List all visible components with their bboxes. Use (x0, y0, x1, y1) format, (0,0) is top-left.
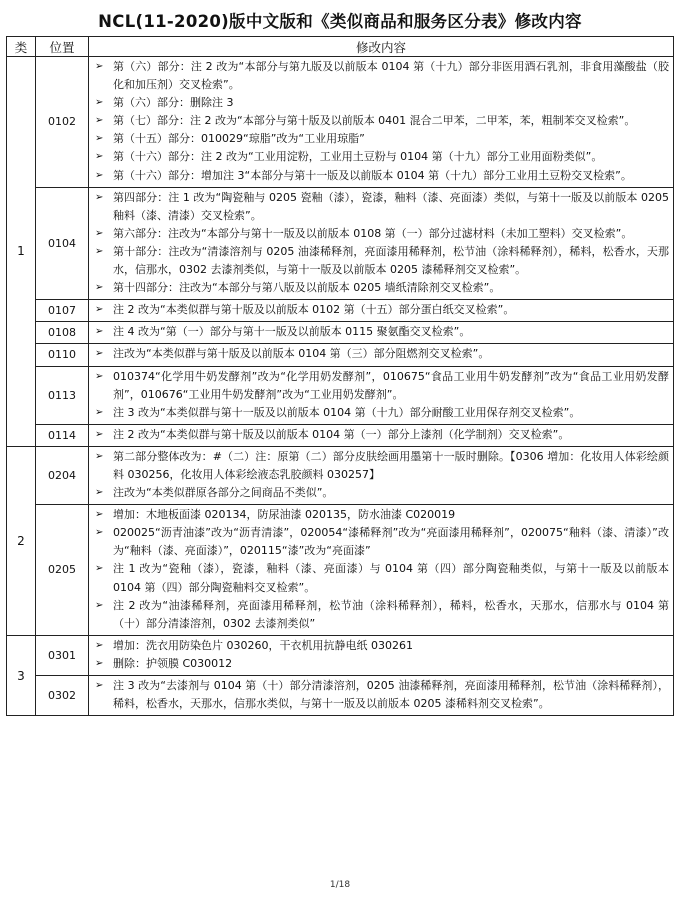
list-item (91, 279, 669, 297)
list-item (91, 112, 669, 130)
arrow-bullet-icon: ➢ (95, 282, 104, 294)
table-row (7, 676, 674, 716)
change-text: 第四部分：注 1 改为“陶瓷釉与 0205 瓷釉（漆），瓷漆，釉料（漆、亮面漆）类似，与第十一版及以前版本 0205 釉料（漆、清漆）交叉检索”。 (113, 190, 669, 222)
table-body (7, 57, 674, 716)
change-text: 第十部分：注改为“清漆溶剂与 0205 油漆稀释剂，亮面漆用稀释剂，松节油（涂料稀释剂），稀料，松香水，天那水，信那水，0302 去漆剂类似，与第十一版及以前版本 0205 漆稀释剂交叉检索”。 (113, 244, 669, 277)
change-list (91, 637, 669, 673)
position-code: 0110 (36, 344, 89, 366)
arrow-bullet-icon: ➢ (95, 115, 104, 127)
list-item (91, 597, 669, 633)
arrow-bullet-icon: ➢ (95, 227, 104, 239)
class-number: 3 (7, 635, 36, 715)
list-item (91, 301, 669, 319)
arrow-bullet-icon: ➢ (95, 169, 104, 181)
position-code: 0204 (36, 446, 89, 504)
list-item (91, 243, 669, 279)
position-code: 0108 (36, 322, 89, 344)
arrow-bullet-icon: ➢ (95, 450, 104, 462)
revision-table (6, 36, 674, 716)
change-text: 020025“沥青油漆”改为“沥青清漆”，020054“漆稀释剂”改为“亮面漆用稀释剂”，020075“釉料（漆、清漆）”改为“釉料（漆、亮面漆）”，020115“漆”改为“亮面漆” (113, 526, 669, 558)
list-item (91, 167, 669, 185)
change-content (89, 676, 674, 716)
change-text: 注 3 改为“本类似群与第十一版及以前版本 0104 第（十九）部分耐酸工业用保存剂交叉检索”。 (113, 405, 581, 419)
arrow-bullet-icon: ➢ (95, 657, 104, 669)
change-content (89, 187, 674, 300)
list-item (91, 225, 669, 243)
position-code: 0104 (36, 187, 89, 300)
list-item (91, 677, 669, 713)
change-list (91, 58, 669, 185)
arrow-bullet-icon: ➢ (95, 245, 104, 257)
change-list (91, 448, 669, 502)
arrow-bullet-icon: ➢ (95, 428, 104, 440)
change-text: 010374“化学用牛奶发酵剂”改为“化学用奶发酵剂”，010675“食品工业用牛奶发酵剂”改为“食品工业用奶发酵剂”，010676“工业用牛奶发酵剂”改为“工业用奶发酵剂”。 (113, 369, 669, 401)
change-content (89, 424, 674, 446)
change-text: 增加：木地板面漆 020134，防尿油漆 020135，防水油漆 C020019 (113, 508, 456, 522)
table-row (7, 635, 674, 675)
arrow-bullet-icon: ➢ (95, 304, 104, 316)
table-row (7, 424, 674, 446)
change-text: 第二部分整体改为：#（二）注：原第（二）部分皮肤绘画用墨第十一版时删除。【0306 增加：化妆用人体彩绘颜料 030256，化妆用人体彩绘液态乳胶颜料 030257】 (113, 449, 669, 481)
change-text: 第（六）部分：注 2 改为“本部分与第九版及以前版本 0104 第（十九）部分非医用酒石乳剂，非食用藻酸盐（胶化和加压剂）交叉检索”。 (113, 60, 669, 92)
position-code: 0302 (36, 676, 89, 716)
table-row (7, 300, 674, 322)
list-item (91, 637, 669, 655)
arrow-bullet-icon: ➢ (95, 639, 104, 651)
list-item (91, 426, 669, 444)
position-code: 0301 (36, 635, 89, 675)
position-code: 0114 (36, 424, 89, 446)
table-row (7, 446, 674, 504)
arrow-bullet-icon: ➢ (95, 527, 104, 539)
change-list (91, 677, 669, 713)
list-item (91, 148, 669, 166)
change-text: 第（十六）部分：增加注 3“本部分与第十一版及以前版本 0104 第（十九）部分工业用土豆粉交叉检索”。 (113, 168, 632, 182)
page-title: NCL(11-2020)版中文版和《类似商品和服务区分表》修改内容 (98, 12, 582, 31)
change-text: 第六部分：注改为“本部分与第十一版及以前版本 0108 第（一）部分过滤材料（未加工塑料）交叉检索”。 (113, 226, 633, 240)
arrow-bullet-icon: ➢ (95, 487, 104, 499)
arrow-bullet-icon: ➢ (95, 191, 104, 203)
change-text: 注 1 改为“瓷釉（漆），瓷漆，釉料（漆、亮面漆）与 0104 第（四）部分陶瓷釉类似，与第十一版及以前版本 0104 第（四）部分陶瓷釉料交叉检索”。 (113, 562, 669, 594)
position-code: 0107 (36, 300, 89, 322)
list-item (91, 189, 669, 225)
arrow-bullet-icon: ➢ (95, 509, 104, 521)
table-row (7, 322, 674, 344)
change-text: 第十四部分：注改为“本部分与第八版及以前版本 0205 墙纸清除剂交叉检索”。 (113, 281, 501, 295)
list-item (91, 345, 669, 363)
position-code: 0205 (36, 505, 89, 636)
table-row (7, 505, 674, 636)
change-content (89, 322, 674, 344)
change-text: 第（十六）部分：注 2 改为“工业用淀粉，工业用土豆粉与 0104 第（十九）部分工业用面粉类似”。 (113, 150, 603, 164)
arrow-bullet-icon: ➢ (95, 151, 104, 163)
page-number: 1/18 (329, 880, 351, 890)
header-class: 类 (7, 37, 36, 57)
class-number: 2 (7, 446, 36, 635)
change-content (89, 446, 674, 504)
list-item (91, 484, 669, 502)
table-row (7, 344, 674, 366)
list-item (91, 404, 669, 422)
change-text: 注 2 改为“本类似群与第十版及以前版本 0102 第（十五）部分蛋白纸交叉检索”。 (113, 303, 515, 317)
change-text: 注改为“本类似群与第十版及以前版本 0104 第（三）部分阻燃剂交叉检索”。 (113, 347, 490, 361)
header-position: 位置 (36, 37, 89, 57)
change-text: 增加：洗衣用防染色片 030260，干衣机用抗静电纸 030261 (113, 638, 413, 652)
list-item (91, 448, 669, 484)
arrow-bullet-icon: ➢ (95, 680, 104, 691)
change-text: 注 2 改为“油漆稀释剂，亮面漆用稀释剂，松节油（涂料稀释剂），稀料，松香水，天那水，信那水与 0104 第（十）部分清漆溶剂，0302 去漆剂类似” (113, 598, 669, 630)
change-text: 注 3 改为“去漆剂与 0104 第（十）部分清漆溶剂，0205 油漆稀释剂，亮面漆用稀释剂，松节油（涂料稀释剂），稀料，松香水，天那水，信那水类似，与第十一版及以前版本 0205 漆稀料剂交叉检索”。 (113, 679, 669, 711)
change-list (91, 323, 669, 341)
change-text: 第（七）部分：注 2 改为“本部分与第十版及以前版本 0401 混合二甲苯，二甲苯，苯，粗制苯交叉检索”。 (113, 114, 636, 128)
list-item (91, 655, 669, 673)
list-item (91, 506, 669, 524)
change-content (89, 366, 674, 424)
arrow-bullet-icon: ➢ (95, 406, 104, 418)
header-content: 修改内容 (89, 37, 674, 57)
change-text: 注 4 改为“第（一）部分与第十一版及以前版本 0115 聚氨酯交叉检索”。 (113, 325, 471, 339)
table-row (7, 366, 674, 424)
arrow-bullet-icon: ➢ (95, 563, 104, 575)
change-text: 第（六）部分：删除注 3 (113, 96, 234, 110)
change-list (91, 189, 669, 298)
arrow-bullet-icon: ➢ (95, 326, 104, 338)
arrow-bullet-icon: ➢ (95, 61, 104, 72)
change-content (89, 505, 674, 636)
position-code: 0113 (36, 366, 89, 424)
list-item (91, 368, 669, 404)
table-row (7, 187, 674, 300)
change-content (89, 635, 674, 675)
change-content (89, 344, 674, 366)
change-list (91, 426, 669, 444)
arrow-bullet-icon: ➢ (95, 133, 104, 145)
list-item (91, 130, 669, 148)
list-item (91, 94, 669, 112)
change-list (91, 301, 669, 319)
arrow-bullet-icon: ➢ (95, 97, 104, 109)
class-number: 1 (7, 57, 36, 447)
change-text: 删除：护领膜 C030012 (113, 656, 233, 670)
change-content (89, 300, 674, 322)
list-item (91, 560, 669, 596)
list-item (91, 58, 669, 94)
change-text: 第（十五）部分：010029“琼脂”改为“工业用琼脂” (113, 132, 365, 146)
change-content (89, 57, 674, 188)
position-code: 0102 (36, 57, 89, 188)
arrow-bullet-icon: ➢ (95, 348, 104, 360)
arrow-bullet-icon: ➢ (95, 370, 104, 382)
change-text: 注 2 改为“本类似群与第十版及以前版本 0104 第（一）部分上漆剂（化学制剂）交叉检索”。 (113, 427, 570, 441)
table-row (7, 57, 674, 188)
list-item (91, 524, 669, 560)
list-item (91, 323, 669, 341)
change-list (91, 368, 669, 422)
change-list (91, 506, 669, 633)
change-text: 注改为“本类似群原各部分之间商品不类似”。 (113, 486, 334, 500)
arrow-bullet-icon: ➢ (95, 599, 104, 611)
table-header-row (7, 37, 674, 57)
change-list (91, 345, 669, 363)
